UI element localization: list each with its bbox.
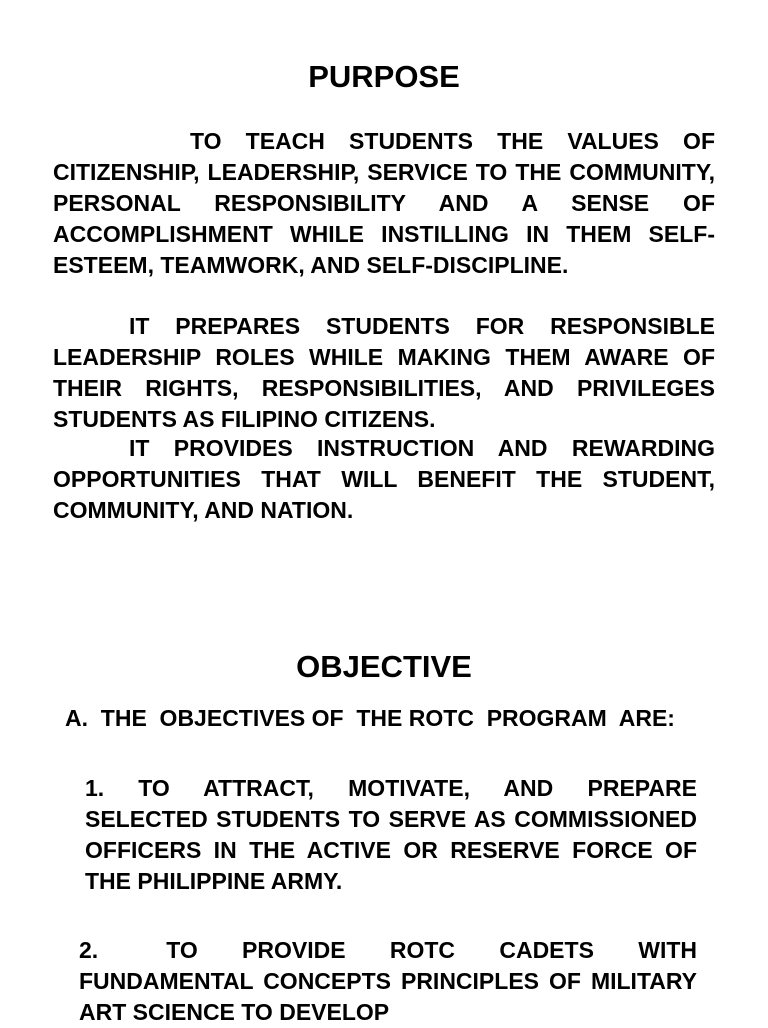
purpose-paragraph-2: IT PREPARES STUDENTS FOR RESPONSIBLE LEADERSHIP ROLES WHILE MAKING THEM AWARE OF THEIR RIGHTS, RESPONSIBILITIES, AND PRIVILEGES STUDENTS AS FILIPINO CITIZENS. [53,313,715,432]
item-text: TO PROVIDE ROTC CADETS WITH FUNDAMENTAL CONCEPTS PRINCIPLES OF MILITARY ART SCIENCE TO DEVELOP [79,937,697,1025]
objective-heading: OBJECTIVE [296,649,472,684]
item-number: 2. [79,937,99,963]
purpose-heading: PURPOSE [308,59,460,94]
purpose-paragraph-1: TO TEACH STUDENTS THE VALUES OF CITIZENSHIP, LEADERSHIP, SERVICE TO THE COMMUNITY, PERSONAL RESPONSIBILITY AND A SENSE OF ACCOMPLISHMENT WHILE INSTILLING IN THEM SELF-ESTEEM, TEAMWORK, AND SELF-DISCIPLINE. [53,128,715,278]
item-number: 1. [85,775,105,801]
objective-item-2 [79,935,697,1028]
objective-item-1 [85,773,697,897]
purpose-paragraph-3: IT PROVIDES INSTRUCTION AND REWARDING OPPORTUNITIES THAT WILL BENEFIT THE STUDENT, COMMUNITY, AND NATION. [53,435,715,523]
objective-lead: A. THE OBJECTIVES OF THE ROTC PROGRAM ARE: [65,705,675,731]
item-text: TO ATTRACT, MOTIVATE, AND PREPARE SELECTED STUDENTS TO SERVE AS COMMISSIONED OFFICERS IN THE ACTIVE OR RESERVE FORCE OF THE PHILIPPINE ARMY. [85,775,697,894]
